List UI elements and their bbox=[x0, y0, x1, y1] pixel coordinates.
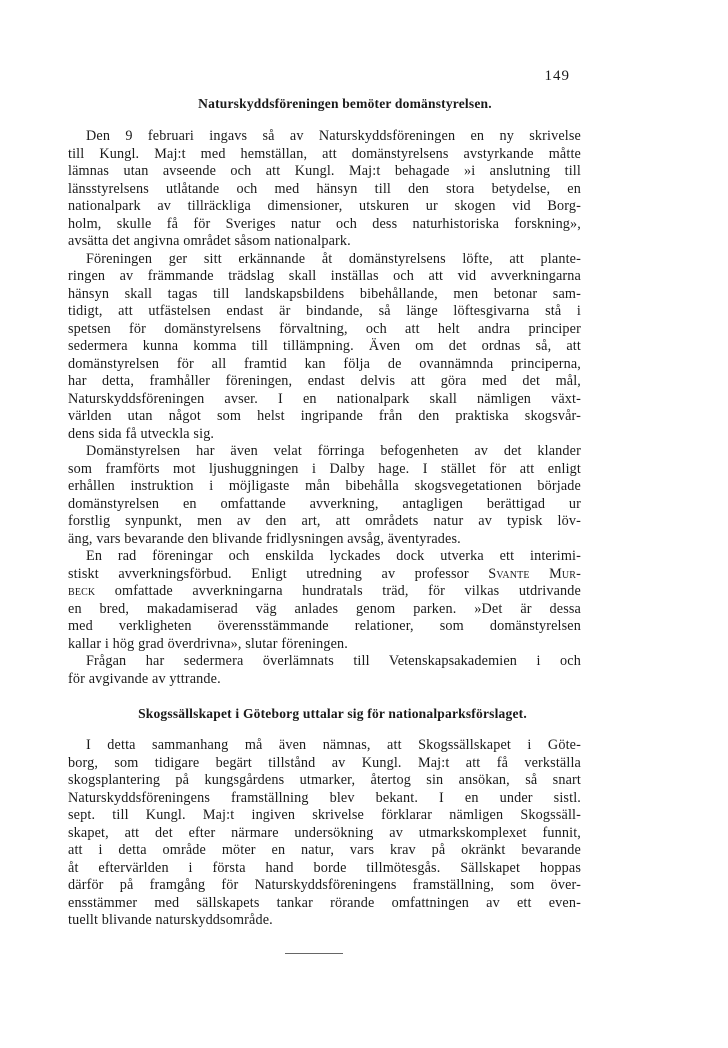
text-line: spetsen för domänstyrelsens förvaltning, och att helt andra principer bbox=[68, 320, 581, 337]
end-rule bbox=[285, 953, 343, 954]
text-line: En rad föreningar och enskilda lyckades dock utverka ett interimi- bbox=[86, 548, 581, 564]
section1-body bbox=[68, 128, 581, 688]
text-line: tuellt blivande naturskyddsområde. bbox=[68, 912, 273, 928]
text-segment: omfattade avverkningarna hundratals träd, för vilkas utdrivande bbox=[95, 583, 581, 599]
text-line: åt eftervärlden i första hand borde tillmötesgås. Sällskapet hoppas bbox=[68, 859, 581, 876]
text-line: länsstyrelsens utlåtande och med hänsyn till den stora betydelse, en bbox=[68, 180, 581, 197]
section2-body bbox=[68, 737, 581, 930]
author-name: beck bbox=[68, 583, 96, 599]
text-line: världen utan något som helst ingripande från den praktiska skogsvår- bbox=[68, 408, 581, 424]
text-line: nationalpark av tillräckliga dimensioner, utskuren ur skogen vid Borg- bbox=[68, 198, 581, 214]
text-line: till Kungl. Maj:t med hemställan, att domänstyrelsens avstyrkande måtte bbox=[68, 145, 581, 162]
text-line: holm, skulle få för Sveriges natur och dess naturhistoriska forskning», bbox=[68, 215, 581, 232]
text-line: Frågan har sedermera överlämnats till Vetenskapsakademien i och bbox=[86, 653, 581, 669]
text-line bbox=[68, 583, 581, 601]
text-line: hänsyn skall tagas till landskapsbildens bibehållande, men betonar sam- bbox=[68, 285, 581, 302]
text-line: som framförts mot ljushuggningen i Dalby hage. I stället för att enligt bbox=[68, 460, 581, 477]
text-line: forstlig synpunkt, men av den art, att områdets natur av typisk löv- bbox=[68, 513, 581, 529]
text-line: dens sida få utveckla sig. bbox=[68, 425, 215, 442]
text-line: sept. till Kungl. Maj:t ingiven skrivelse förklarar nämligen Skogssäll- bbox=[68, 807, 581, 823]
paragraph-6 bbox=[68, 737, 581, 930]
text-line: borg, som tidigare begärt tillstånd av Kungl. Maj:t att få verkställa bbox=[68, 754, 581, 771]
text-line: därför på framgång för Naturskyddsföreningens framställning, som över- bbox=[68, 877, 581, 893]
section-heading-2: Skogssällskapet i Göteborg uttalar sig för nationalparksförslaget. bbox=[138, 706, 527, 721]
paragraph-2 bbox=[68, 251, 581, 444]
text-line: att i detta område möter en natur, vars krav på okränkt bevarande bbox=[68, 842, 581, 858]
text-line: tidigt, att utfästelsen endast är bindande, så länge löftesgivarna stå i bbox=[68, 303, 581, 319]
text-line: ensstämmer med sällskapets tankar rörande omfattningen av ett even- bbox=[68, 894, 581, 911]
text-line: lämnas utan avseende och att Kungl. Maj:t behagade »i anslutning till bbox=[68, 163, 581, 179]
section-heading-1: Naturskyddsföreningen bemöter domänstyrelsen. bbox=[198, 96, 492, 111]
text-line: Naturskyddsföreningen avser. I en nationalpark skall nämligen växt- bbox=[68, 390, 581, 407]
text-line: erhållen instruktion i möjligaste mån bibehålla skogsvegetationen började bbox=[68, 478, 581, 494]
text-line: kallar i hög grad överdrivna», slutar föreningen. bbox=[68, 635, 348, 652]
text-segment: stiskt avverkningsförbud. Enligt utredning av professor bbox=[68, 565, 489, 582]
text-line: I detta sammanhang må även nämnas, att Skogssällskapet i Göte- bbox=[86, 737, 581, 753]
page-number: 149 bbox=[544, 68, 570, 84]
text-line: domänstyrelsen för all framtid kan följa de ovannämnda principerna, bbox=[68, 355, 581, 372]
paragraph-1 bbox=[68, 128, 581, 251]
text-line: Naturskyddsföreningens framställning blev bekant. I en under sistl. bbox=[68, 789, 581, 806]
text-line: domänstyrelsen en omfattande avverkning, antagligen berättigad ur bbox=[68, 495, 581, 512]
paragraph-4 bbox=[68, 548, 581, 653]
text-line: Domänstyrelsen har även velat förringa befogenheten av det klander bbox=[86, 443, 581, 459]
text-line: Föreningen ger sitt erkännande åt domänstyrelsens löfte, att plante- bbox=[86, 250, 581, 267]
text-line: har detta, framhåller föreningen, endast delvis att göra med det mål, bbox=[68, 373, 581, 389]
author-name: Svante Mur- bbox=[488, 565, 581, 582]
text-line: med verkligheten överensstämmande relationer, som domänstyrelsen bbox=[68, 618, 581, 634]
text-line: avsätta det angivna området såsom nationalpark. bbox=[68, 233, 351, 249]
text-line: skapet, att det efter närmare undersökning av utmarkskomplexet funnit, bbox=[68, 824, 581, 841]
text-line bbox=[68, 566, 581, 584]
text-line: äng, vars bevarande den blivande fridlysningen avsåg, äventyrades. bbox=[68, 530, 461, 547]
text-line: Den 9 februari ingavs så av Naturskyddsföreningen en ny skrivelse bbox=[86, 128, 581, 144]
text-line: för avgivande av yttrande. bbox=[68, 670, 221, 687]
text-line: ringen av främmande trädslag skall inställas och att vid avverkningarna bbox=[68, 268, 581, 284]
paragraph-5 bbox=[68, 653, 581, 688]
text-line: sedermera kunna komma till tillämpning. Även om det ordnas så, att bbox=[68, 338, 581, 354]
paragraph-3 bbox=[68, 443, 581, 548]
text-line: en bred, makadamiserad väg anlades genom parken. »Det är dessa bbox=[68, 600, 581, 617]
text-line: skogsplantering på kungsgårdens utmarker, återtog sin ansökan, så snart bbox=[68, 772, 581, 788]
